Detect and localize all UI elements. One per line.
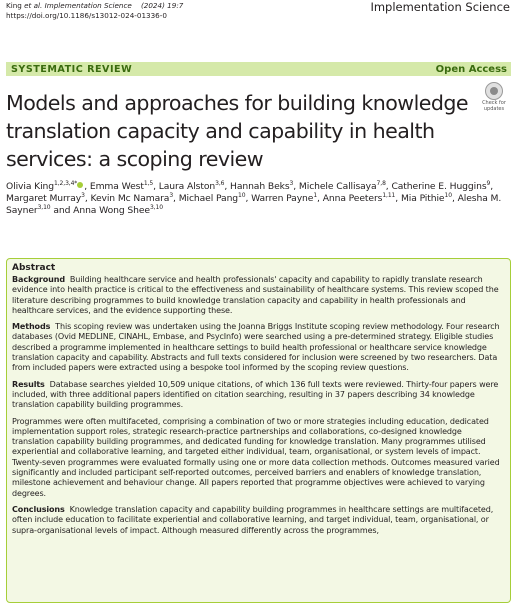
check-for-updates-label: Check for updates xyxy=(482,100,506,112)
open-access-label: Open Access xyxy=(435,63,507,75)
author-name[interactable]: Michael Pang xyxy=(178,193,239,204)
orcid-icon[interactable] xyxy=(77,182,83,188)
author-affiliation: 3,10 xyxy=(149,203,163,211)
author-name[interactable]: Olivia King xyxy=(6,181,55,192)
author-name[interactable]: Catherine E. Huggins xyxy=(391,181,487,192)
author-name[interactable]: Alesha M. Sayner xyxy=(6,193,502,216)
article-type: SYSTEMATIC REVIEW xyxy=(11,63,133,75)
abstract-paragraph xyxy=(12,380,505,411)
author-affiliation: 3,10 xyxy=(37,203,51,211)
check-for-updates-badge[interactable] xyxy=(478,82,510,112)
abstract-section-label: Conclusions xyxy=(12,504,65,514)
author-affiliation: 1,2,3,4* xyxy=(54,179,78,187)
journal-name: Implementation Science xyxy=(370,0,510,14)
abstract-sections xyxy=(12,275,505,536)
author-name[interactable]: Laura Alston xyxy=(158,181,216,192)
doi-link[interactable]: https://doi.org/10.1186/s13012-024-01336-0 xyxy=(6,11,167,20)
citation-block xyxy=(6,1,183,21)
abstract-section-text: Database searches yielded 10,509 unique citations, of which 136 full texts were reviewed. Thirty-four papers were included, with three additional papers identified on citation searching, resulting in 37 papers describing 34 knowledge translation capability building programmes. xyxy=(12,379,499,410)
article-type-banner xyxy=(6,62,511,76)
article-title: Models and approaches for building knowledge translation capacity and capability in health services: a scoping review xyxy=(6,91,469,171)
abstract-section-text: Knowledge translation capacity and capability building programmes in healthcare settings are multifaceted, often include education to facilitate experiential and collaborative learning, and target individual, team, organisational, or supra-organisational levels of impact. Although measured differently across the programmes, xyxy=(12,504,494,535)
abstract-section-text: Building healthcare service and health professionals' capacity and capability to rapidly translate research evidence into health practice is critical to the effectiveness and sustainability of healthcare systems. This review scoped the literature describing programmes to build knowledge translation capacity and capability in health professionals and healthcare services, and the evidence supporting these. xyxy=(12,275,499,315)
author-affiliation: 1,5 xyxy=(143,179,154,187)
abstract-section-label: Methods xyxy=(12,322,51,332)
abstract-paragraph xyxy=(12,322,505,373)
author-affiliation: 1 xyxy=(313,191,318,199)
author-affiliation: 1,11 xyxy=(382,191,396,199)
citation-line xyxy=(6,1,183,11)
check-for-updates-icon xyxy=(485,82,503,100)
abstract-section-text: This scoping review was undertaken using the Joanna Briggs Institute scoping review methodology. Four research databases (Ovid MEDLINE, CINAHL, Embase, and PsycInfo) were searched using a pre-determined strategy. Eligible studies described a programme implemented in healthcare settings to build health professional or healthcare service knowledge translation capacity and capability. Abstracts and full texts considered for inclusion were screened by two researchers. Data from included papers were extracted using a bespoke tool informed by the scoping review questions. xyxy=(12,322,500,373)
author-affiliation: 3 xyxy=(169,191,174,199)
author-name[interactable]: Anna Wong Shee xyxy=(73,205,150,216)
author-affiliation: 3 xyxy=(289,179,294,187)
abstract-box xyxy=(6,258,511,603)
citation-journal: et al. Implementation Science xyxy=(24,1,132,10)
author-name[interactable]: Hannah Beks xyxy=(230,181,290,192)
author-name[interactable]: Mia Pithie xyxy=(400,193,445,204)
author-name[interactable]: Emma West xyxy=(89,181,144,192)
abstract-paragraph xyxy=(12,505,505,536)
citation-author: King xyxy=(6,1,25,10)
author-name[interactable]: Anna Peeters xyxy=(322,193,383,204)
author-affiliation: 10 xyxy=(444,191,452,199)
author-name[interactable]: Warren Payne xyxy=(251,193,314,204)
author-name[interactable]: Michele Callisaya xyxy=(298,181,377,192)
abstract-section-label: Results xyxy=(12,379,45,389)
author-affiliation: 7,8 xyxy=(376,179,386,187)
author-name[interactable]: Kevin Mc Namara xyxy=(90,193,170,204)
abstract-paragraph xyxy=(12,417,505,499)
author-name[interactable]: Margaret Murray xyxy=(6,193,82,204)
author-affiliation: 3 xyxy=(81,191,85,199)
abstract-section-text: Programmes were often multifaceted, comprising a combination of two or more strategies including education, dedicated implementation support roles, strategic research-practice partnerships and collaborations, co-designed knowledge translation capability building programmes, and dedicated funding for knowledge translation. Many programmes utilised experiential and collaborative learning, and targeted either individual, team, organisational, or system levels of impact. Twenty-seven programmes were evaluated formally using one or more data collection methods. Outcomes measured varied significantly and included participant self-reported outcomes, perceived barriers and enablers of knowledge translation, milestone achievement and behaviour change. All papers reported that programme objectives were achieved to varying degrees. xyxy=(12,416,500,498)
abstract-heading: Abstract xyxy=(12,263,56,273)
author-affiliation: 9 xyxy=(486,179,491,187)
author-list: Olivia King$^{1,2,3,4*}$ , Emma West$^{1,5}$, Laura Alston$^{3,6}$, Hannah Beks$^3$, Michele Callisaya$^{7,8}$, Catherine E. Huggins$^9$, Margaret Murray$^3$, Kevin Mc Namara$^3$, Michael Pang$^{10}$, Warren Payne$^1$, Anna Peeters$^{1,11}$, Mia Pithie$^{10}$, Alesha M. Sayner$^{3,10}$ and Anna Wong Shee$^{3,10}$ xyxy=(6,179,502,216)
citation-details: (2024) 19:7 xyxy=(140,1,184,10)
author-affiliation: 3,6 xyxy=(215,179,225,187)
abstract-section-label: Background xyxy=(12,275,65,284)
author-affiliation: 10 xyxy=(238,191,246,199)
abstract-paragraph xyxy=(12,275,505,316)
